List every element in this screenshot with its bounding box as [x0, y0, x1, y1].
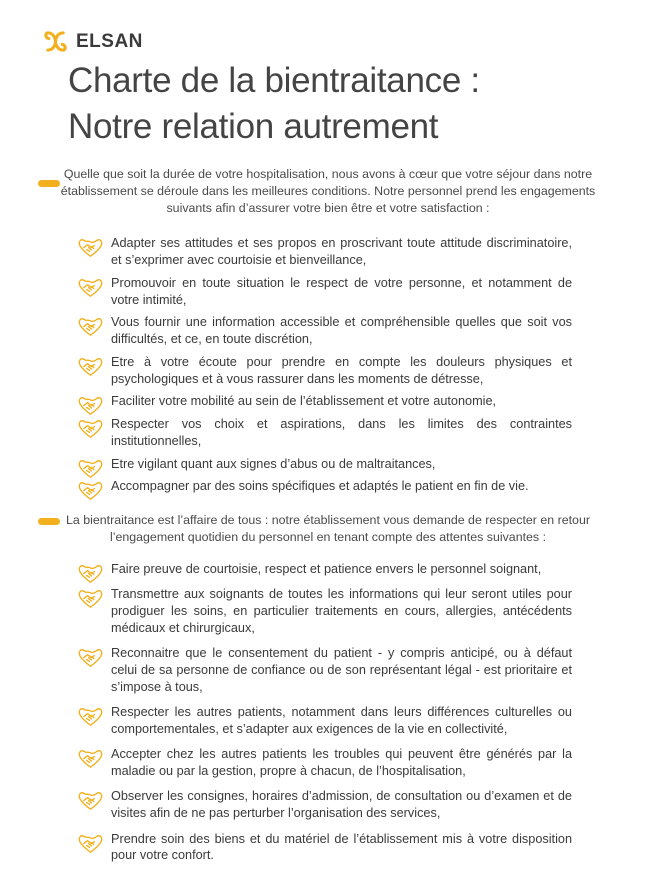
commitments-list: [78, 235, 572, 501]
list-item: [78, 354, 572, 388]
handshake-heart-icon: [78, 316, 103, 336]
list-item-text: Respecter vos choix et aspirations, dans les limites des contraintes institutionnelles,: [111, 417, 572, 449]
list-item-text: Accompagner par des soins spécifiques et adaptés le patient en fin de vie.: [111, 479, 529, 494]
handshake-heart-icon: [78, 647, 103, 667]
list-item: [78, 561, 572, 578]
list-item: [78, 645, 572, 696]
title-line-2: Notre relation autrement: [68, 107, 439, 146]
handshake-heart-icon: [78, 833, 103, 853]
list-item: [78, 586, 572, 637]
list-item-text: Accepter chez les autres patients les troubles qui peuvent être générés par la maladie ou par la gestion, propre à chacun, de l’hospitalisation,: [111, 747, 572, 779]
list-item: [78, 478, 572, 495]
handshake-heart-icon: [78, 706, 103, 726]
handshake-heart-icon: [78, 480, 103, 500]
list-item: [78, 393, 572, 410]
page-title: [68, 58, 480, 150]
list-item-text: Adapter ses attitudes et ses propos en proscrivant toute attitude discriminatoire, et s’exprimer avec courtoisie et bienveillance,: [111, 236, 572, 267]
list-item-text: Faire preuve de courtoisie, respect et patience envers le personnel soignant,: [111, 562, 542, 576]
list-item-text: Respecter les autres patients, notamment dans leurs différences culturelles ou comportementales, et s’adapter aux exigences de la vie en collectivité,: [111, 705, 572, 737]
list-item: [78, 275, 572, 309]
handshake-heart-icon: [78, 588, 103, 608]
title-line-1: Charte de la bientraitance :: [68, 61, 480, 100]
section2-intro: La bientraitance est l’affaire de tous : notre établissement vous demande de respecter en retour l’engagement quotidien du personnel en tenant compte des attentes suivantes :: [66, 513, 590, 545]
section1-intro: Quelle que soit la durée de votre hospitalisation, nous avons à cœur que votre séjour dans notre établissement se déroule dans les meilleures conditions. Notre personnel prend les engagements suivants afin d’assurer votre bien être et votre satisfaction :: [60, 167, 596, 216]
list-item: [78, 746, 572, 780]
section-marker-1: [38, 180, 60, 187]
handshake-heart-icon: [78, 395, 103, 415]
list-item: [78, 235, 572, 269]
handshake-heart-icon: [78, 418, 103, 438]
list-item-text: Vous fournir une information accessible et compréhensible quelles que soit vos difficultés, et ce, en toute discrétion,: [111, 315, 572, 347]
list-item: [78, 456, 572, 473]
brand-name: ELSAN: [76, 30, 143, 52]
list-item-text: Promouvoir en toute situation le respect de votre personne, et notamment de votre intimité,: [111, 275, 572, 307]
handshake-heart-icon: [78, 458, 103, 478]
handshake-heart-icon: [78, 277, 103, 297]
list-item-text: Reconnaitre que le consentement du patient - y compris anticipé, ou à défaut celui de sa personne de confiance ou de son représentant légal - est prioritaire et s’impose à tous,: [111, 646, 572, 695]
list-item-text: Etre à votre écoute pour prendre en compte les douleurs physiques et psychologiques et à vous rassurer dans les moments de détresse,: [111, 354, 572, 386]
handshake-heart-icon: [78, 790, 103, 810]
expectations-list: [78, 561, 572, 873]
list-item: [78, 704, 572, 738]
list-item: [78, 314, 572, 348]
list-item-text: Faciliter votre mobilité au sein de l’établissement et votre autonomie,: [111, 394, 497, 409]
handshake-heart-icon: [78, 356, 103, 376]
list-item-text: Etre vigilant quant aux signes d’abus ou de maltraitances,: [111, 456, 436, 471]
list-item: [78, 831, 572, 865]
handshake-heart-icon: [78, 237, 103, 257]
list-item: [78, 788, 572, 822]
list-item-text: Transmettre aux soignants de toutes les informations qui leur seront utiles pour prodiguer les soins, en particulier traitements en cours, allergies, antécédents médicaux et chirurgicaux,: [111, 587, 572, 636]
list-item-text: Prendre soin des biens et du matériel de l’établissement mis à votre disposition pour votre confort.: [111, 831, 572, 863]
elsan-logo: [44, 30, 143, 53]
list-item-text: Observer les consignes, horaires d’admission, de consultation ou d’examen et de visites afin de ne pas perturber l’organisation des services,: [111, 789, 572, 821]
section-marker-2: [38, 518, 60, 525]
list-item: [78, 416, 572, 450]
elsan-logo-icon: [44, 30, 67, 53]
handshake-heart-icon: [78, 748, 103, 768]
handshake-heart-icon: [78, 563, 103, 583]
